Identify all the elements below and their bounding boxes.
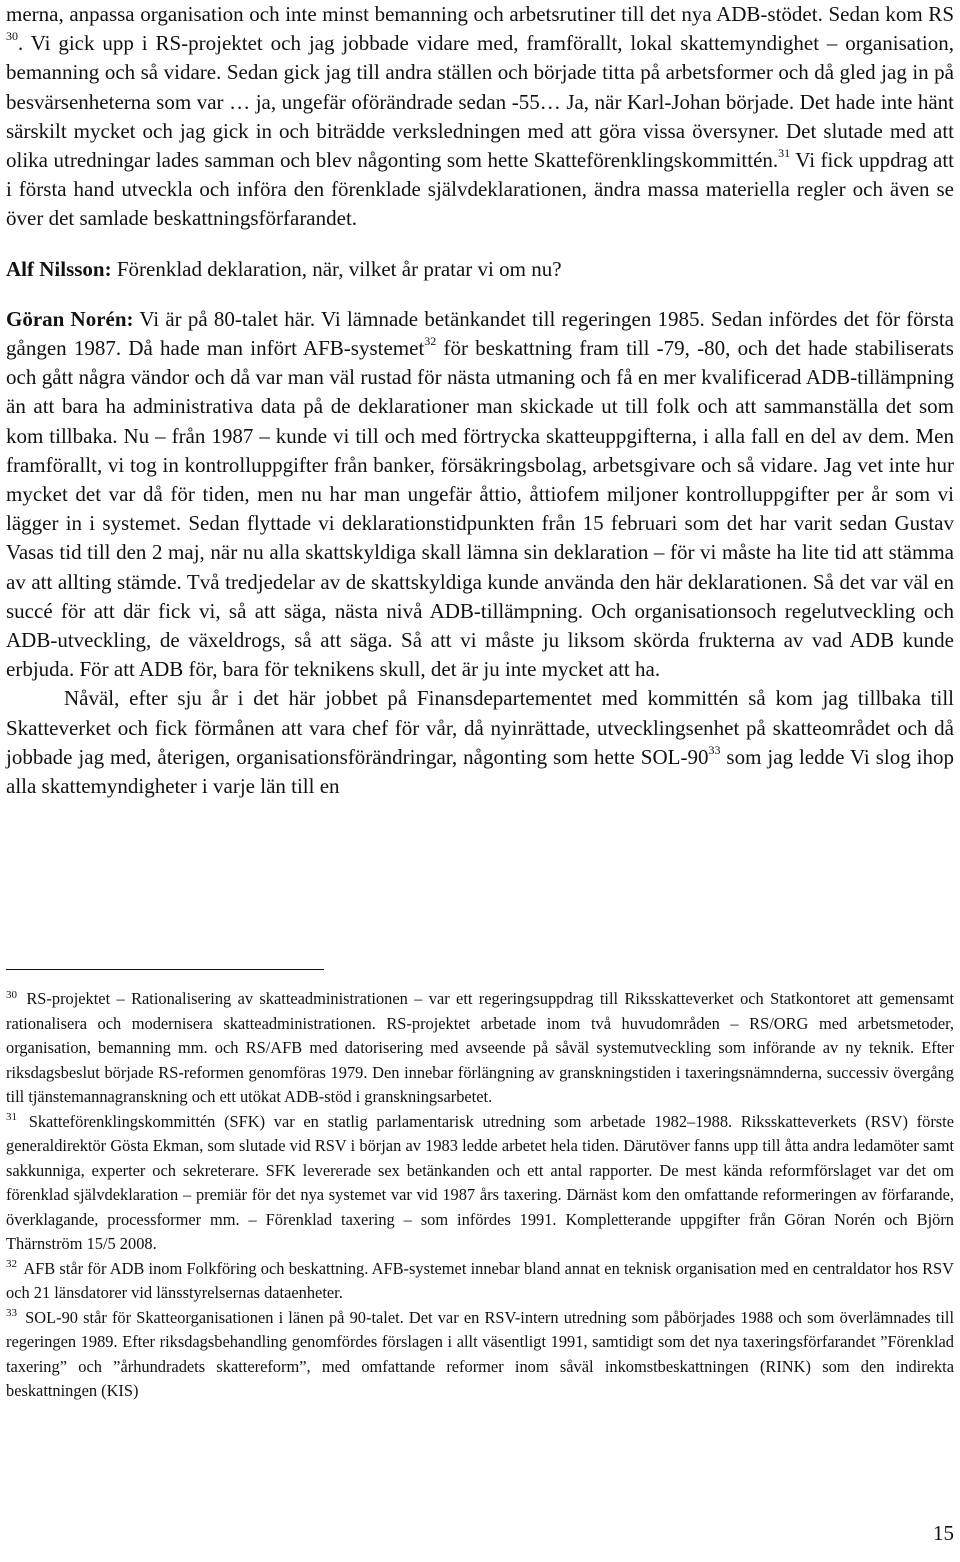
footnote-number: 30	[6, 988, 17, 1001]
question-paragraph: Alf Nilsson: Förenklad deklaration, när, vilket år pratar vi om nu?	[6, 256, 562, 281]
body-text	[6, 0, 954, 801]
footnote-text: AFB står för ADB inom Folkföring och beskattning. AFB-systemet innebar bland annat en teknisk organisation med en centraldator hos RSV och 21 länsdatorer vid länsstyrelsernas dataenheter.	[6, 1258, 954, 1302]
footnote-text: RS-projektet – Rationalisering av skatteadministrationen – var ett regeringsuppdrag till Riksskatteverket och Statkontoret att gemensamt rationalisera och modernisera skatteadministrationen. RS-projektet arbetade inom två huvudområden – RS/ORG med arbetsmetoder, organisation, bemanning mm. och RS/AFB med datorisering med avseende på såväl systemutveckling som införande av ny teknik. Efter riksdagsbeslut började RS-reformen genomföras 1979. Den innebar förlängning av granskningstiden i taxeringsnämnderna, successiv övergång till tjänstemannagranskning och ett utökat ADB-stöd i granskningsarbetet.	[6, 989, 954, 1106]
footnote-number: 31	[6, 1111, 17, 1124]
page-number: 15	[933, 1521, 954, 1545]
paragraph-intro: merna, anpassa organisation och inte minst bemanning och arbetsrutiner till det nya ADB-stödet. Sedan kom RS $^{30}$. Vi gick upp i RS-projektet och jag jobbade vidare med, framförallt, lokal skattemyndighet – organisation, bemanning och så vidare. Sedan gick jag till andra ställen och började titta på arbetsformer och då gled jag in på besvärsenheterna som var … ja, ungefär oförändrade sedan -55… Ja, när Karl-Johan började. Det hade inte hänt särskilt mycket och jag gick in och biträdde verksledningen med att göra vissa översyner. Det slutade med att olika utredningar lades samman och blev någonting som hette Skatteförenklingskommittén.$^{31}$ Vi fick uppdrag att i första hand utveckla och införa den förenklade självdeklarationen, ändra massa materiella regler och även se över det samlade beskattningsförfarandet.	[6, 2, 954, 231]
speaker-alf-nilsson: Alf Nilsson:	[6, 256, 112, 281]
footnotes-section	[6, 987, 954, 1404]
footnote-divider	[6, 969, 324, 970]
footnote-ref-32[interactable]: 32	[424, 334, 437, 349]
footnote-33	[6, 1306, 954, 1404]
footnote-text: Skatteförenklingskommittén (SFK) var en statlig parlamentarisk utredning som arbetade 1982–1988. Riksskatteverkets (RSV) förste generaldirektör Gösta Ekman, som slutade vid RSV i början av 1983 ledde arbetet hela tiden. Därutöver fanns upp till åtta andra ledamöter samt sakkunniga, experter och sekreterare. SFK levererade sex betänkanden och ett antal rapporter. De mest kända reformförslaget var det om förenklad självdeklaration – premiär för det nya systemet var vid 1987 års taxering. Därnäst kom den omfattande reformeringen av förfarande, överklagande, processformer mm. – Förenklad taxering – som infördes 1991. Kompletterande uppgifter från Göran Norén och Björn Thärnström 15/5 2008.	[6, 1111, 954, 1253]
document-page	[6, 0, 954, 1562]
footnote-32	[6, 1257, 954, 1306]
paragraph-continued: Nåväl, efter sju år i det här jobbet på Finansdepartementet med kommittén så kom jag tillbaka till Skatteverket och fick förmånen att vara chef för vår, då nyinrättade, utvecklingsenhet på skatteområdet och då jobbade jag med, återigen, organisationsförändringar, någonting som hette SOL-$90^{33}$ som jag ledde Vi slog ihop alla skattemyndigheter i varje län till en	[6, 686, 954, 799]
footnote-ref-30[interactable]: 30	[6, 29, 18, 44]
footnote-ref-31[interactable]: 31	[778, 146, 791, 161]
footnote-30	[6, 987, 954, 1110]
speaker-goran-noren: Göran Norén:	[6, 306, 134, 331]
footnote-number: 32	[6, 1258, 17, 1271]
footnote-31	[6, 1110, 954, 1257]
footnote-text: SOL-90 står för Skatteorganisationen i länen på 90-talet. Det var en RSV-intern utredning som påbörjades 1988 och som överlämnades till regeringen 1989. Efter riksdagsbehandling genomfördes förslagen i allt väsentligt 1991, samtidigt som det nya taxeringsförfarandet ”Förenklad taxering” och ”århundradets skattereform”, med omfattande reformer inom såväl inkomstbeskattningen (RINK) som den indirekta beskattningen (KIS)	[6, 1307, 954, 1400]
footnote-ref-33[interactable]: 33	[708, 742, 721, 757]
footnote-number: 33	[6, 1307, 17, 1320]
answer-paragraph: Göran Norén: Vi är på 80-talet här. Vi lämnade betänkandet till regeringen 1985. Sedan infördes det för första gången 1987. Då hade man infört AFB-systemet$^{32}$ för beskattning fram till -79, -80, och det hade stabiliserats och gått några vändor och då var man väl rustad för nästa utmaning och få en mer kvalificerad ADB-tillämpning än att bara ha administrativa data på de deklarationer man skickade ut till folk och att sammanställa det som kom tillbaka. Nu – från 1987 – kunde vi till och med förtrycka skatteuppgifterna, i alla fall en del av dem. Men framförallt, vi tog in kontrolluppgifter från banker, försäkringsbolag, arbetsgivare och så vidare. Jag vet inte hur mycket det var då för tiden, men nu har man ungefär åttio, åttiofem miljoner kontrolluppgifter per år som vi lägger in i systemet. Sedan flyttade vi deklarationstidpunkten från 15 februari som det har varit sedan Gustav Vasas tid till den 2 maj, när nu alla skattskyldiga skall lämna sin deklaration – för vi måste ha lite tid att stämma av att allting stämde. Två tredjedelar av de skattskyldiga kunde använda den här deklarationen. Så det var väl en succé för att där fick vi, så att säga, nästa nivå ADB-tillämpning. Och organisationsoch regelutveckling och ADB-utveckling, de växeldrogs, så att säga. Så att vi måste ju liksom skörda frukterna av vad ADB kunde erbjuda. För att ADB för, bara för teknikens skull, det är ju inte mycket att ha.	[6, 306, 954, 682]
